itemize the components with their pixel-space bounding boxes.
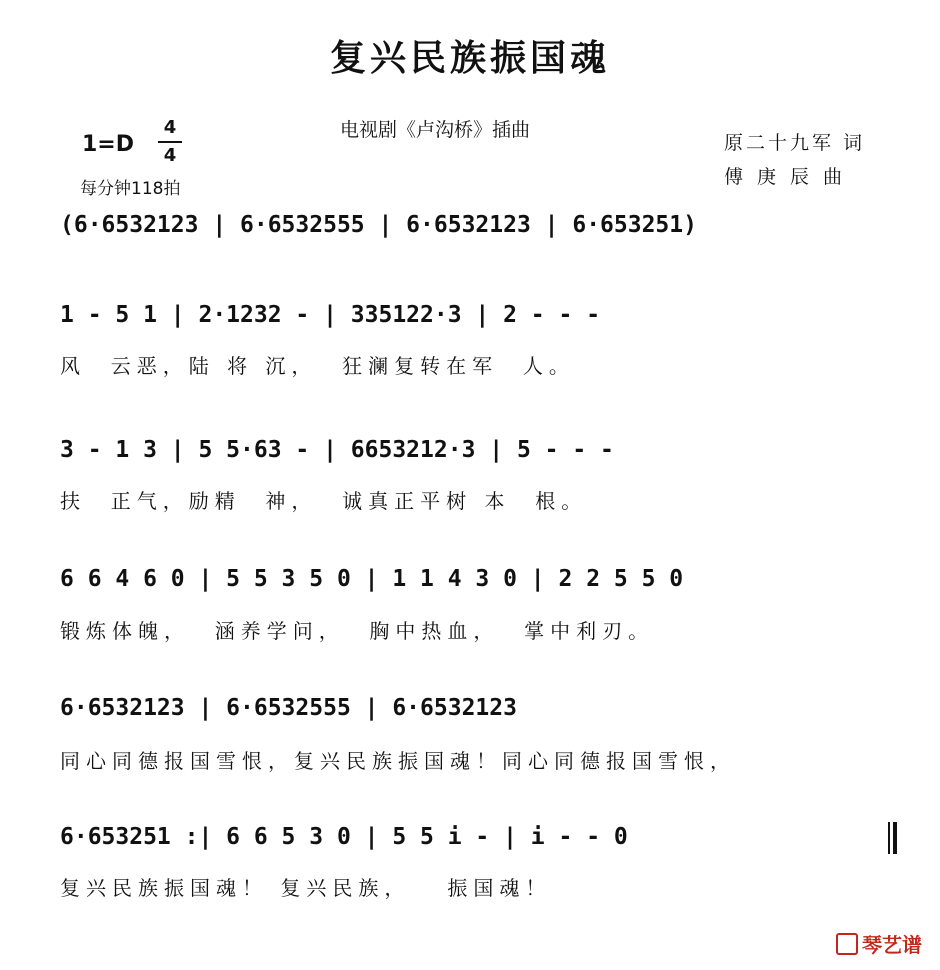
score-row-1-notes: 1 - 5 1 | 2·1232 - | 335122·3 | 2 - - - xyxy=(60,302,601,328)
song-subtitle: 电视剧《卢沟桥》插曲 xyxy=(340,119,531,141)
time-signature xyxy=(158,116,182,168)
tempo-marking: 每分钟118拍 xyxy=(80,179,181,199)
time-signature-bar xyxy=(158,141,182,143)
score-row-intro-notes: (6·6532123 | 6·6532555 | 6·6532123 | 6·653251) xyxy=(60,212,697,238)
score-row-1-lyrics: 风 云恶，陆 将 沉， 狂澜复转在军 人。 xyxy=(60,354,575,378)
key-signature: 1=D xyxy=(82,132,135,157)
watermark-text: 琴艺谱 xyxy=(862,933,922,957)
final-barline-thin xyxy=(888,822,890,854)
composer-credit: 傅庚辰曲 xyxy=(724,166,857,188)
score-row-4-notes: 6·6532123 | 6·6532555 | 6·6532123 xyxy=(60,695,517,721)
time-signature-top: 4 xyxy=(163,117,177,138)
score-row-5-lyrics: 复兴民族振国魂！ 复兴民族， 振国魂！ xyxy=(60,876,552,900)
score-row-4-lyrics: 同心同德报国雪恨，复兴民族振国魂！同心同德报国雪恨， xyxy=(60,749,736,773)
score-row-5-notes: 6·653251 :| 6 6 5 3 0 | 5 5 i - | i - - 0 xyxy=(60,824,628,850)
score-row-2-lyrics: 扶 正气，励精 神， 诚真正平树 本 根。 xyxy=(60,489,588,513)
score-row-3-notes: 6 6 4 6 0 | 5 5 3 5 0 | 1 1 4 3 0 | 2 2 5 5 0 xyxy=(60,566,684,592)
watermark xyxy=(836,929,922,958)
song-title: 复兴民族振国魂 xyxy=(329,38,610,79)
score-row-2-notes: 3 - 1 3 | 5 5·63 - | 6653212·3 | 5 - - - xyxy=(60,437,614,463)
watermark-logo-icon xyxy=(836,933,858,955)
lyricist-credit: 原二十九军 词 xyxy=(724,132,866,154)
time-signature-bottom: 4 xyxy=(163,145,177,166)
final-barline-thick xyxy=(893,822,897,854)
score-row-3-lyrics: 锻炼体魄， 涵养学问， 胸中热血， 掌中利刃。 xyxy=(60,619,655,643)
